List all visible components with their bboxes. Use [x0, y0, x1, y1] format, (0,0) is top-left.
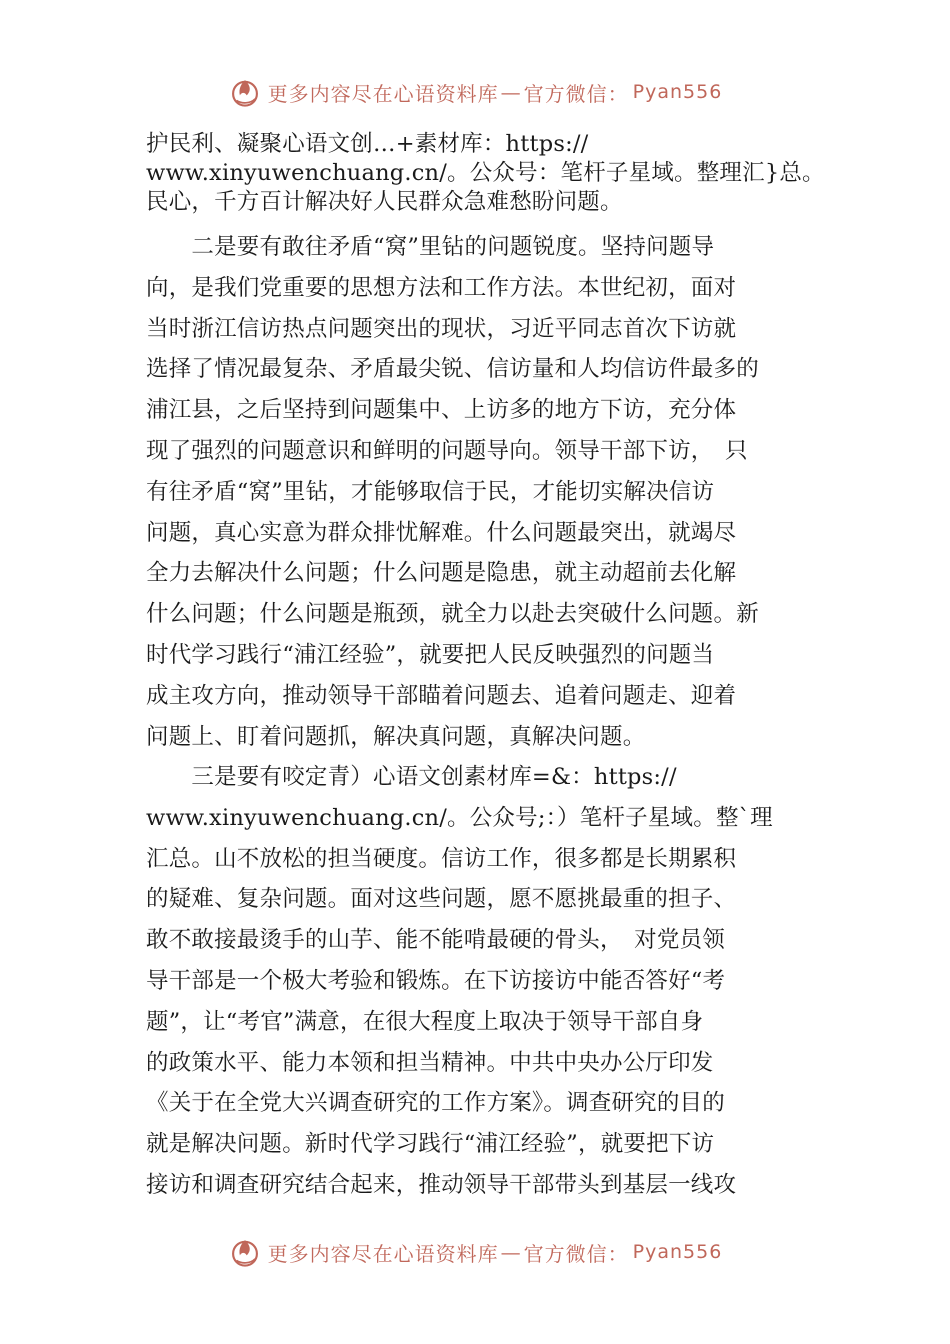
paragraph-2 — [146, 227, 846, 757]
text-line: 选择了情况最复杂、矛盾最尖锐、信访量和人均信访件最多的 — [146, 356, 759, 383]
text-line: 什么问题；什么问题是瓶颈，就全力以赴去突破什么问题。新 — [146, 601, 759, 628]
text-line: 向，是我们党重要的思想方法和工作方法。本世纪初，面对 — [146, 274, 737, 301]
text-line: 问题上、盯着问题抓，解决真问题，真解决问题。 — [146, 723, 646, 750]
text-line: 三是要有咬定青）心语文创素材库=&：https:// — [146, 764, 677, 790]
text-line: 浦江县，之后坚持到问题集中、上访多的地方下访，充分体 — [146, 397, 737, 424]
text-line: 民心，千方百计解决好人民群众急难愁盼问题。 — [146, 189, 623, 215]
logo-flame-icon — [228, 1235, 262, 1269]
watermark-text: 更多内容尽在心语资料库 — [267, 81, 499, 106]
text-line: 有往矛盾“窝”里钻，才能够取信于民，才能切实解决信访 — [146, 478, 715, 505]
text-line: www.xinyuwenchuang.cn/。公众号：笔杆子星域。整理汇}总。 — [146, 160, 825, 186]
text-line: 敢不敢接最烫手的山芋、能不能啃最硬的骨头， 对党员领 — [146, 927, 725, 954]
text-line: 的疑难、复杂问题。面对这些问题，愿不愿挑最重的担子、 — [146, 886, 737, 913]
text-line: 的政策水平、能力本领和担当精神。中共中央办公厅印发 — [146, 1049, 714, 1076]
text-line: 接访和调查研究结合起来，推动领导干部带头到基层一线攻 — [146, 1171, 737, 1198]
text-line: 问题，真心实意为群众排忧解难。什么问题最突出，就竭尽 — [146, 519, 737, 546]
watermark-wechat-id: Pyan556 — [632, 81, 723, 103]
logo-flame-icon — [228, 75, 262, 109]
text-line: 汇总。山不放松的担当硬度。信访工作，很多都是长期累积 — [146, 845, 737, 872]
watermark-wechat-id: Pyan556 — [632, 1241, 723, 1263]
watermark-label: 官方微信： — [523, 1241, 629, 1266]
paragraph-3 — [146, 757, 846, 1206]
header-watermark — [0, 72, 950, 112]
text-line: 就是解决问题。新时代学习践行“浦江经验”，就要把下访 — [146, 1131, 715, 1158]
text-line: 全力去解决什么问题；什么问题是隐患，就主动超前去化解 — [146, 560, 737, 587]
text-line: 当时浙江信访热点问题突出的现状，习近平同志首次下访就 — [146, 315, 737, 342]
text-line: 二是要有敢往矛盾“窝”里钻的问题锐度。坚持问题导 — [146, 234, 715, 260]
text-line: 现了强烈的问题意识和鲜明的问题导向。领导干部下访， 只 — [146, 437, 748, 464]
text-line: 成主攻方向，推动领导干部瞄着问题去、追着问题走、迎着 — [146, 682, 737, 709]
intro-text — [146, 130, 866, 217]
watermark-label: 官方微信： — [523, 81, 629, 106]
text-line: www.xinyuwenchuang.cn/。公众号;：）笔杆子星域。整`理 — [146, 804, 773, 831]
text-line: 时代学习践行“浦江经验”，就要把人民反映强烈的问题当 — [146, 641, 715, 668]
watermark-text: 更多内容尽在心语资料库 — [267, 1241, 499, 1266]
text-line: 《关于在全党大兴调查研究的工作方案》。调查研究的目的 — [146, 1090, 725, 1117]
footer-watermark — [0, 1232, 950, 1272]
text-line: 导干部是一个极大考验和锻炼。在下访接访中能否答好“考 — [146, 967, 726, 994]
watermark-separator: — — [500, 1240, 522, 1264]
text-line: 题”，让“考官”满意，在很大程度上取决于领导干部自身 — [146, 1008, 704, 1035]
text-line: 护民利、凝聚心语文创…+素材库：https:// — [146, 131, 589, 157]
watermark-separator: — — [500, 80, 522, 104]
